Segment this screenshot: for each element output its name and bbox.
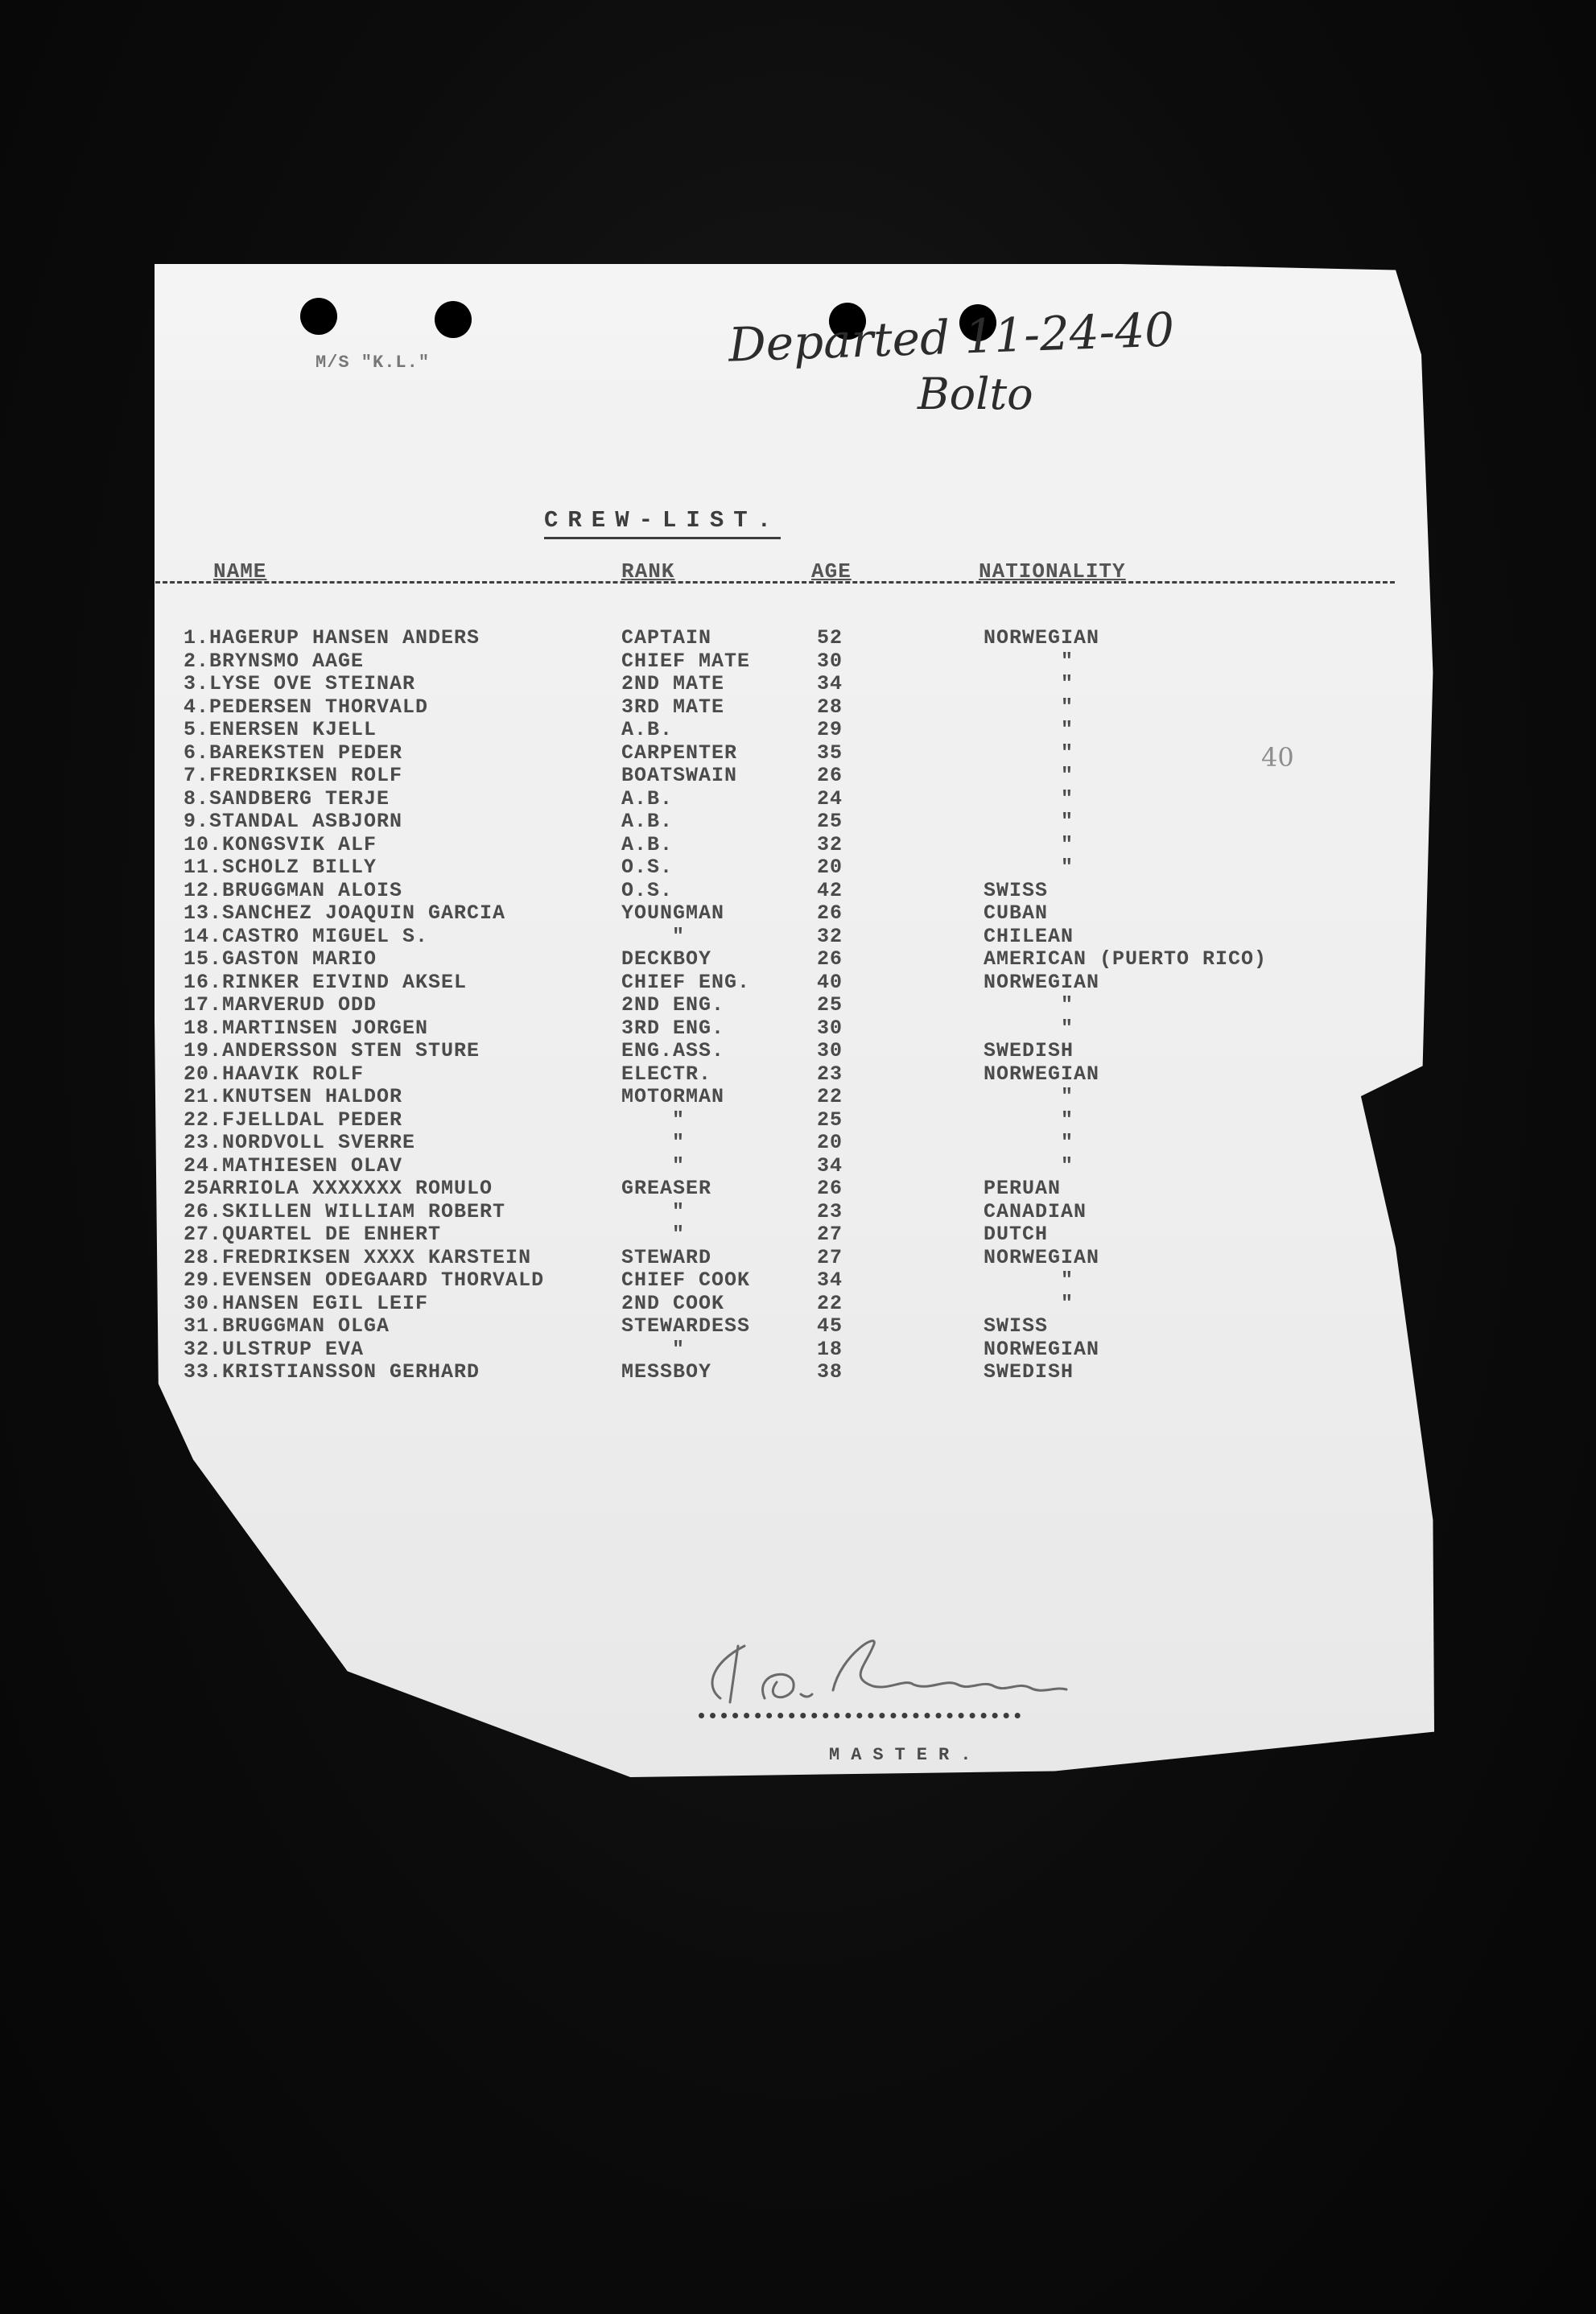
crew-name: 19.ANDERSSON STEN STURE — [184, 1039, 480, 1062]
punch-hole — [435, 301, 472, 338]
crew-name: 2.BRYNSMO AAGE — [184, 649, 365, 673]
crew-age: 38 — [817, 1360, 843, 1384]
crew-nationality: CANADIAN — [984, 1199, 1087, 1223]
crew-rank: 2ND ENG. — [621, 993, 725, 1017]
crew-nationality: NORWEGIAN — [984, 970, 1100, 994]
crew-nationality: " — [1061, 1085, 1074, 1108]
crew-nationality: CHILEAN — [984, 924, 1074, 948]
crew-age: 22 — [817, 1085, 843, 1108]
crew-nationality: NORWEGIAN — [984, 1062, 1100, 1086]
crew-nationality: " — [1061, 832, 1074, 856]
crew-rank: ENG.ASS. — [621, 1039, 725, 1062]
pencil-page-number: 40 — [1261, 742, 1294, 773]
crew-age: 40 — [817, 970, 843, 994]
crew-nationality: SWISS — [984, 1314, 1049, 1338]
crew-name: 15.GASTON MARIO — [184, 947, 377, 971]
crew-name: 9.STANDAL ASBJORN — [184, 810, 403, 833]
crew-age: 30 — [817, 649, 843, 673]
crew-name: 14.CASTRO MIGUEL S. — [184, 924, 429, 948]
crew-nationality: " — [1061, 856, 1074, 879]
document-title: CREW-LIST. — [544, 507, 781, 539]
crew-age: 25 — [817, 810, 843, 833]
crew-name: 6.BAREKSTEN PEDER — [184, 740, 403, 765]
crew-age: 22 — [817, 1291, 843, 1315]
crew-rank: " — [672, 1337, 686, 1361]
crew-age: 27 — [817, 1223, 843, 1246]
crew-rank: BOATSWAIN — [621, 764, 738, 787]
crew-rank: MOTORMAN — [621, 1085, 725, 1108]
crew-rank: A.B. — [621, 810, 674, 833]
crew-nationality: " — [1061, 649, 1074, 673]
punch-hole — [300, 298, 337, 335]
crew-rank: 3RD MATE — [621, 695, 725, 719]
crew-age: 26 — [817, 764, 843, 787]
vessel-label: M/S "K.L." — [315, 353, 431, 373]
crew-rank: 2ND COOK — [621, 1291, 725, 1315]
crew-nationality: CUBAN — [984, 901, 1049, 925]
crew-nationality: " — [1061, 695, 1074, 719]
crew-name: 23.NORDVOLL SVERRE — [184, 1131, 416, 1154]
crew-nationality: SWEDISH — [984, 1360, 1074, 1384]
crew-rank: YOUNGMAN — [621, 901, 725, 925]
crew-rank: O.S. — [621, 878, 674, 902]
crew-nationality: " — [1061, 718, 1074, 741]
crew-age: 25 — [817, 993, 843, 1017]
crew-name: 13.SANCHEZ JOAQUIN GARCIA — [184, 901, 506, 925]
column-header-age: AGE — [811, 559, 852, 584]
crew-age: 30 — [817, 1039, 843, 1062]
signature-scrawl — [688, 1622, 1139, 1710]
crew-nationality: DUTCH — [984, 1223, 1049, 1246]
crew-name: 10.KONGSVIK ALF — [184, 832, 377, 856]
crew-age: 25 — [817, 1108, 843, 1132]
crew-age: 34 — [817, 672, 843, 695]
crew-rank: " — [672, 1131, 686, 1154]
crew-rank: 2ND MATE — [621, 672, 725, 695]
crew-rank: A.B. — [621, 718, 674, 741]
crew-nationality: PERUAN — [984, 1177, 1062, 1200]
crew-nationality: NORWEGIAN — [984, 626, 1100, 650]
crew-name: 30.HANSEN EGIL LEIF — [184, 1291, 429, 1315]
crew-age: 30 — [817, 1016, 843, 1040]
crew-name: 28.FREDRIKSEN XXXX KARSTEIN — [184, 1245, 532, 1269]
crew-age: 34 — [817, 1268, 843, 1292]
crew-age: 23 — [817, 1199, 843, 1223]
crew-age: 29 — [817, 718, 843, 741]
crew-nationality: SWISS — [984, 878, 1049, 902]
column-header-name: NAME — [213, 559, 267, 584]
crew-name: 22.FJELLDAL PEDER — [184, 1108, 403, 1132]
crew-age: 26 — [817, 1177, 843, 1200]
crew-rank: GREASER — [621, 1177, 712, 1200]
crew-name: 29.EVENSEN ODEGAARD THORVALD — [184, 1268, 545, 1292]
header-rule — [155, 581, 1395, 584]
crew-name: 21.KNUTSEN HALDOR — [184, 1085, 403, 1108]
crew-name: 7.FREDRIKSEN ROLF — [184, 764, 403, 787]
crew-age: 52 — [817, 626, 843, 650]
crew-name: 18.MARTINSEN JORGEN — [184, 1016, 429, 1040]
crew-rank: MESSBOY — [621, 1360, 712, 1384]
crew-age: 20 — [817, 1131, 843, 1154]
crew-age: 26 — [817, 947, 843, 971]
crew-name: 8.SANDBERG TERJE — [184, 786, 390, 811]
crew-name: 17.MARVERUD ODD — [184, 993, 377, 1017]
crew-rank: A.B. — [621, 786, 674, 811]
crew-age: 45 — [817, 1314, 843, 1338]
crew-name: 27.QUARTEL DE ENHERT — [184, 1223, 442, 1246]
crew-name: 11.SCHOLZ BILLY — [184, 856, 377, 879]
crew-nationality: NORWEGIAN — [984, 1337, 1100, 1361]
crew-rank: " — [672, 1108, 686, 1132]
crew-nationality: " — [1061, 786, 1074, 811]
column-header-rank: RANK — [621, 559, 675, 584]
crew-rank: STEWARD — [621, 1245, 712, 1269]
crew-rank: CHIEF MATE — [621, 649, 751, 673]
crew-nationality: " — [1061, 1291, 1074, 1315]
crew-name: 33.KRISTIANSSON GERHARD — [184, 1360, 480, 1384]
crew-nationality: " — [1061, 993, 1074, 1017]
crew-age: 24 — [817, 786, 843, 811]
master-label: MASTER. — [829, 1745, 983, 1765]
crew-nationality: " — [1061, 1268, 1074, 1292]
crew-rank: CHIEF COOK — [621, 1268, 751, 1292]
crew-nationality: AMERICAN (PUERTO RICO) — [984, 947, 1268, 971]
crew-age: 27 — [817, 1245, 843, 1269]
crew-name: 4.PEDERSEN THORVALD — [184, 695, 429, 719]
crew-name: 3.LYSE OVE STEINAR — [184, 672, 416, 695]
crew-nationality: " — [1061, 810, 1074, 833]
crew-name: 12.BRUGGMAN ALOIS — [184, 878, 403, 902]
crew-rank: STEWARDESS — [621, 1314, 751, 1338]
crew-nationality: " — [1061, 1153, 1074, 1178]
crew-rank: A.B. — [621, 832, 674, 856]
crew-age: 23 — [817, 1062, 843, 1086]
crew-age: 20 — [817, 856, 843, 879]
crew-name: 1.HAGERUP HANSEN ANDERS — [184, 626, 480, 650]
crew-nationality: " — [1061, 672, 1074, 695]
crew-rank: ELECTR. — [621, 1062, 712, 1086]
crew-rank: CHIEF ENG. — [621, 970, 751, 994]
crew-age: 32 — [817, 832, 843, 856]
crew-rank: " — [672, 924, 686, 948]
crew-name: 25ARRIOLA XXXXXXX ROMULO — [184, 1177, 493, 1200]
crew-nationality: SWEDISH — [984, 1039, 1074, 1062]
crew-age: 34 — [817, 1153, 843, 1178]
crew-age: 42 — [817, 878, 843, 902]
crew-name: 31.BRUGGMAN OLGA — [184, 1314, 390, 1338]
crew-rank: CARPENTER — [621, 740, 738, 765]
crew-age: 18 — [817, 1337, 843, 1361]
crew-rank: DECKBOY — [621, 947, 712, 971]
signature-line — [699, 1713, 1021, 1718]
crew-name: 20.HAAVIK ROLF — [184, 1062, 365, 1086]
crew-nationality: " — [1061, 1016, 1074, 1040]
crew-name: 5.ENERSEN KJELL — [184, 718, 377, 741]
crew-rank: CAPTAIN — [621, 626, 712, 650]
crew-name: 26.SKILLEN WILLIAM ROBERT — [184, 1199, 506, 1223]
crew-rank: O.S. — [621, 856, 674, 879]
crew-name: 32.ULSTRUP EVA — [184, 1337, 365, 1361]
crew-nationality: " — [1061, 1131, 1074, 1154]
crew-rank: " — [672, 1223, 686, 1246]
master-signature — [688, 1622, 1139, 1710]
departure-place: Bolto — [918, 369, 1033, 419]
crew-nationality: NORWEGIAN — [984, 1245, 1100, 1269]
crew-nationality: " — [1061, 764, 1074, 787]
crew-age: 35 — [817, 740, 843, 765]
departure-note: Departed 11-24-40 — [727, 302, 1176, 373]
crew-age: 26 — [817, 901, 843, 925]
column-header-nationality: NATIONALITY — [979, 559, 1126, 584]
crew-name: 24.MATHIESEN OLAV — [184, 1153, 403, 1178]
crew-nationality: " — [1061, 1108, 1074, 1132]
crew-age: 28 — [817, 695, 843, 719]
crew-rank: " — [672, 1153, 686, 1178]
crew-rank: " — [672, 1199, 686, 1223]
crew-rank: 3RD ENG. — [621, 1016, 725, 1040]
crew-nationality: " — [1061, 740, 1074, 765]
crew-age: 32 — [817, 924, 843, 948]
crew-name: 16.RINKER EIVIND AKSEL — [184, 970, 468, 994]
